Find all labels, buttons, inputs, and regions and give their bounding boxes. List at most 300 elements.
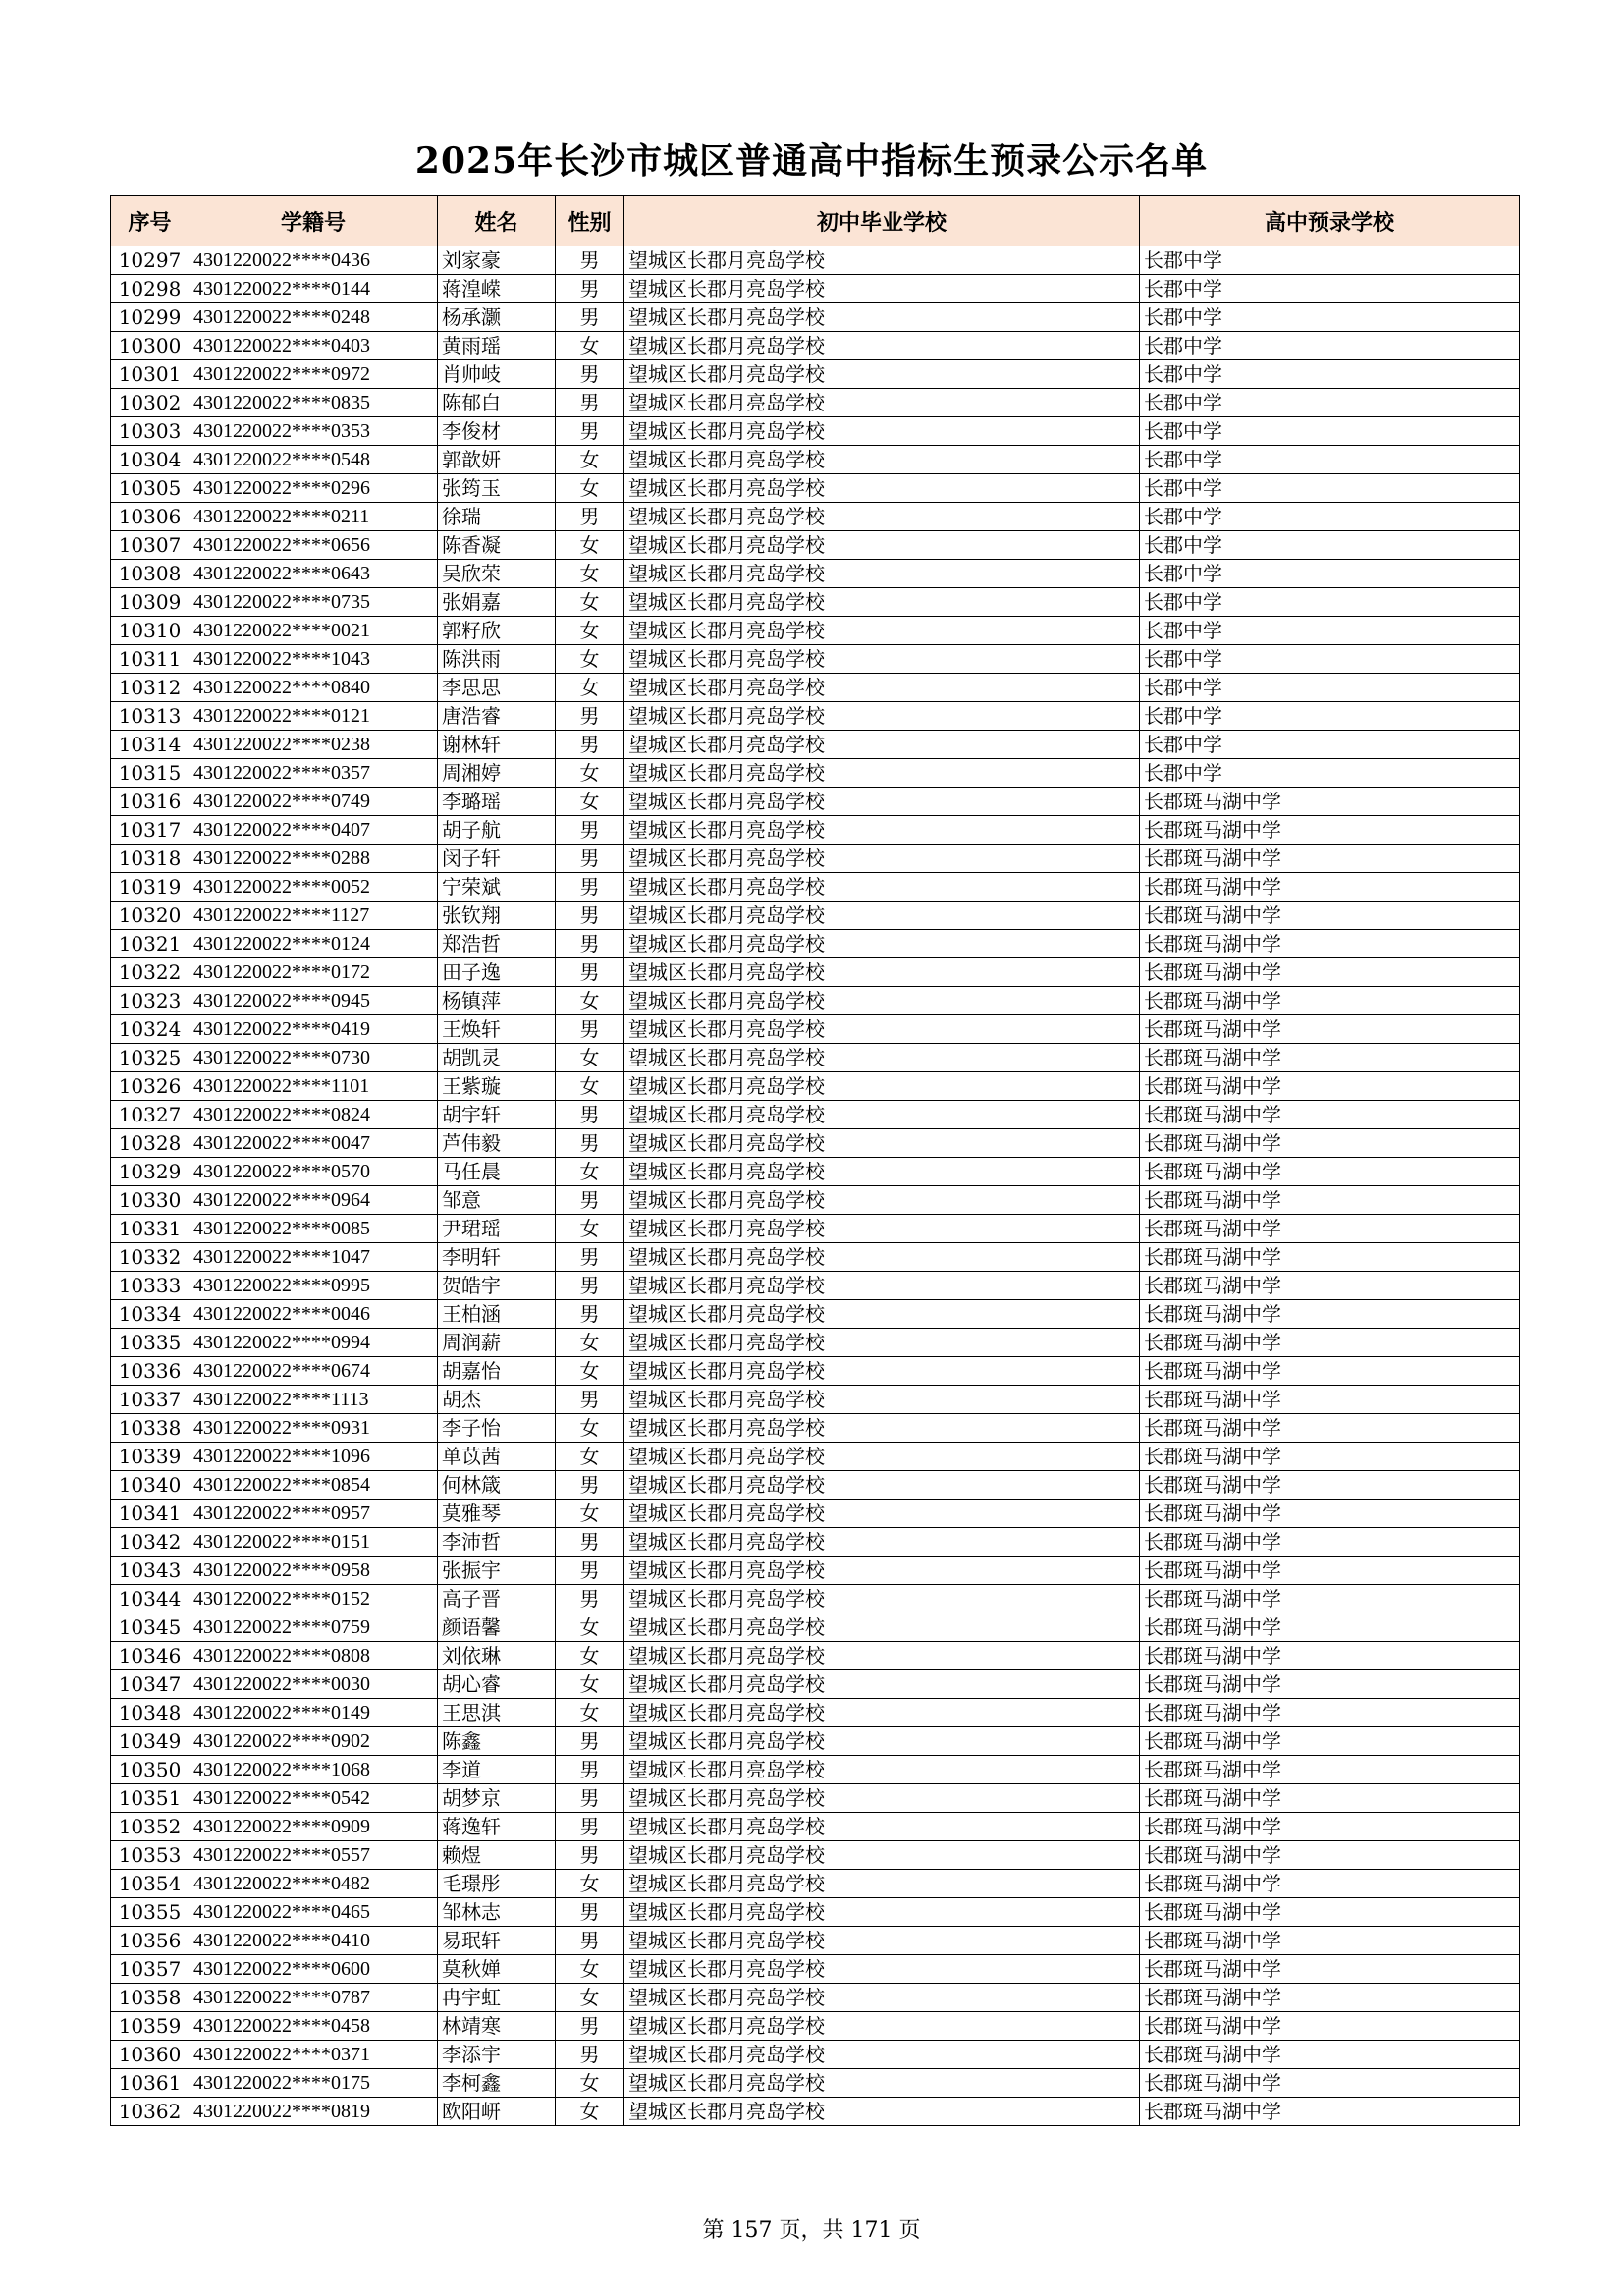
cell-high-school: 长郡中学 xyxy=(1140,275,1520,303)
cell-name: 毛璟彤 xyxy=(438,1870,556,1898)
cell-seq: 10308 xyxy=(111,560,189,588)
cell-gender: 女 xyxy=(556,1357,624,1386)
cell-name: 颜语馨 xyxy=(438,1613,556,1642)
table-row xyxy=(111,702,1520,731)
cell-middle-school: 望城区长郡月亮岛学校 xyxy=(624,987,1140,1015)
cell-high-school: 长郡中学 xyxy=(1140,617,1520,645)
cell-middle-school: 望城区长郡月亮岛学校 xyxy=(624,873,1140,902)
cell-name: 高子晋 xyxy=(438,1585,556,1613)
table-row xyxy=(111,930,1520,958)
cell-high-school: 长郡中学 xyxy=(1140,503,1520,531)
cell-student-id: 4301220022****0972 xyxy=(189,360,438,389)
cell-name: 田子逸 xyxy=(438,958,556,987)
cell-student-id: 4301220022****0052 xyxy=(189,873,438,902)
cell-gender: 女 xyxy=(556,588,624,617)
cell-seq: 10315 xyxy=(111,759,189,788)
cell-seq: 10350 xyxy=(111,1756,189,1784)
cell-student-id: 4301220022****0909 xyxy=(189,1813,438,1841)
cell-middle-school: 望城区长郡月亮岛学校 xyxy=(624,902,1140,930)
cell-high-school: 长郡斑马湖中学 xyxy=(1140,1955,1520,1984)
cell-middle-school: 望城区长郡月亮岛学校 xyxy=(624,816,1140,845)
cell-student-id: 4301220022****0958 xyxy=(189,1557,438,1585)
cell-student-id: 4301220022****0288 xyxy=(189,845,438,873)
cell-student-id: 4301220022****0674 xyxy=(189,1357,438,1386)
cell-name: 王思淇 xyxy=(438,1699,556,1727)
table-row xyxy=(111,617,1520,645)
cell-name: 肖帅岐 xyxy=(438,360,556,389)
cell-middle-school: 望城区长郡月亮岛学校 xyxy=(624,503,1140,531)
table-row xyxy=(111,560,1520,588)
cell-high-school: 长郡中学 xyxy=(1140,645,1520,674)
cell-name: 李柯鑫 xyxy=(438,2069,556,2098)
table-row xyxy=(111,902,1520,930)
cell-student-id: 4301220022****0840 xyxy=(189,674,438,702)
table-row xyxy=(111,1443,1520,1471)
cell-gender: 男 xyxy=(556,1898,624,1927)
cell-name: 郑浩哲 xyxy=(438,930,556,958)
cell-gender: 男 xyxy=(556,1101,624,1129)
cell-student-id: 4301220022****0124 xyxy=(189,930,438,958)
table-row xyxy=(111,1784,1520,1813)
cell-student-id: 4301220022****1113 xyxy=(189,1386,438,1414)
table-row xyxy=(111,1528,1520,1557)
cell-student-id: 4301220022****0759 xyxy=(189,1613,438,1642)
cell-gender: 男 xyxy=(556,303,624,332)
cell-student-id: 4301220022****0296 xyxy=(189,474,438,503)
cell-gender: 女 xyxy=(556,1670,624,1699)
cell-name: 欧阳岍 xyxy=(438,2098,556,2126)
cell-seq: 10307 xyxy=(111,531,189,560)
cell-gender: 男 xyxy=(556,1243,624,1272)
cell-seq: 10324 xyxy=(111,1015,189,1044)
cell-high-school: 长郡中学 xyxy=(1140,588,1520,617)
table-header-row xyxy=(111,196,1520,246)
cell-high-school: 长郡斑马湖中学 xyxy=(1140,2069,1520,2098)
cell-name: 胡杰 xyxy=(438,1386,556,1414)
cell-gender: 男 xyxy=(556,1272,624,1300)
cell-seq: 10317 xyxy=(111,816,189,845)
cell-seq: 10329 xyxy=(111,1158,189,1186)
cell-gender: 男 xyxy=(556,1841,624,1870)
cell-gender: 男 xyxy=(556,930,624,958)
cell-middle-school: 望城区长郡月亮岛学校 xyxy=(624,1186,1140,1215)
table-row xyxy=(111,1471,1520,1500)
cell-seq: 10322 xyxy=(111,958,189,987)
cell-seq: 10328 xyxy=(111,1129,189,1158)
cell-student-id: 4301220022****0046 xyxy=(189,1300,438,1329)
cell-middle-school: 望城区长郡月亮岛学校 xyxy=(624,674,1140,702)
cell-gender: 女 xyxy=(556,1414,624,1443)
cell-gender: 男 xyxy=(556,1186,624,1215)
cell-gender: 女 xyxy=(556,531,624,560)
cell-name: 尹珺瑶 xyxy=(438,1215,556,1243)
cell-seq: 10326 xyxy=(111,1072,189,1101)
table-row xyxy=(111,1300,1520,1329)
cell-middle-school: 望城区长郡月亮岛学校 xyxy=(624,1386,1140,1414)
admission-table xyxy=(110,195,1520,2126)
cell-high-school: 长郡中学 xyxy=(1140,560,1520,588)
cell-middle-school: 望城区长郡月亮岛学校 xyxy=(624,531,1140,560)
cell-seq: 10348 xyxy=(111,1699,189,1727)
cell-student-id: 4301220022****0030 xyxy=(189,1670,438,1699)
cell-name: 张钦翔 xyxy=(438,902,556,930)
table-row xyxy=(111,1386,1520,1414)
cell-high-school: 长郡斑马湖中学 xyxy=(1140,1414,1520,1443)
cell-middle-school: 望城区长郡月亮岛学校 xyxy=(624,2041,1140,2069)
cell-high-school: 长郡斑马湖中学 xyxy=(1140,1784,1520,1813)
table-row xyxy=(111,1101,1520,1129)
cell-seq: 10343 xyxy=(111,1557,189,1585)
cell-middle-school: 望城区长郡月亮岛学校 xyxy=(624,1414,1140,1443)
cell-high-school: 长郡中学 xyxy=(1140,759,1520,788)
cell-student-id: 4301220022****0403 xyxy=(189,332,438,360)
table-row xyxy=(111,731,1520,759)
table-row xyxy=(111,1243,1520,1272)
cell-middle-school: 望城区长郡月亮岛学校 xyxy=(624,360,1140,389)
cell-gender: 女 xyxy=(556,446,624,474)
cell-middle-school: 望城区长郡月亮岛学校 xyxy=(624,1443,1140,1471)
cell-high-school: 长郡中学 xyxy=(1140,446,1520,474)
cell-student-id: 4301220022****0557 xyxy=(189,1841,438,1870)
cell-student-id: 4301220022****0175 xyxy=(189,2069,438,2098)
cell-student-id: 4301220022****0902 xyxy=(189,1727,438,1756)
cell-middle-school: 望城区长郡月亮岛学校 xyxy=(624,303,1140,332)
cell-high-school: 长郡斑马湖中学 xyxy=(1140,1870,1520,1898)
cell-high-school: 长郡斑马湖中学 xyxy=(1140,1101,1520,1129)
cell-high-school: 长郡斑马湖中学 xyxy=(1140,1243,1520,1272)
cell-student-id: 4301220022****0957 xyxy=(189,1500,438,1528)
cell-name: 马任晨 xyxy=(438,1158,556,1186)
cell-student-id: 4301220022****0854 xyxy=(189,1471,438,1500)
cell-student-id: 4301220022****0021 xyxy=(189,617,438,645)
cell-gender: 女 xyxy=(556,1613,624,1642)
cell-seq: 10361 xyxy=(111,2069,189,2098)
cell-high-school: 长郡中学 xyxy=(1140,417,1520,446)
cell-name: 陈洪雨 xyxy=(438,645,556,674)
cell-high-school: 长郡斑马湖中学 xyxy=(1140,1613,1520,1642)
table-row xyxy=(111,1329,1520,1357)
cell-middle-school: 望城区长郡月亮岛学校 xyxy=(624,2098,1140,2126)
cell-middle-school: 望城区长郡月亮岛学校 xyxy=(624,1613,1140,1642)
cell-high-school: 长郡斑马湖中学 xyxy=(1140,788,1520,816)
table-body xyxy=(111,246,1520,2126)
cell-middle-school: 望城区长郡月亮岛学校 xyxy=(624,417,1140,446)
cell-student-id: 4301220022****0357 xyxy=(189,759,438,788)
table-row xyxy=(111,1927,1520,1955)
cell-seq: 10306 xyxy=(111,503,189,531)
cell-middle-school: 望城区长郡月亮岛学校 xyxy=(624,1015,1140,1044)
cell-name: 何林箴 xyxy=(438,1471,556,1500)
cell-gender: 男 xyxy=(556,1471,624,1500)
table-row xyxy=(111,1585,1520,1613)
cell-gender: 男 xyxy=(556,1585,624,1613)
cell-middle-school: 望城区长郡月亮岛学校 xyxy=(624,759,1140,788)
cell-seq: 10314 xyxy=(111,731,189,759)
cell-seq: 10356 xyxy=(111,1927,189,1955)
cell-gender: 男 xyxy=(556,417,624,446)
cell-high-school: 长郡斑马湖中学 xyxy=(1140,1129,1520,1158)
table-row xyxy=(111,1813,1520,1841)
table-row xyxy=(111,503,1520,531)
cell-gender: 女 xyxy=(556,674,624,702)
cell-high-school: 长郡斑马湖中学 xyxy=(1140,816,1520,845)
cell-high-school: 长郡中学 xyxy=(1140,332,1520,360)
col-header-seq: 序号 xyxy=(111,196,189,246)
cell-seq: 10309 xyxy=(111,588,189,617)
cell-high-school: 长郡中学 xyxy=(1140,531,1520,560)
table-row xyxy=(111,360,1520,389)
cell-seq: 10325 xyxy=(111,1044,189,1072)
cell-high-school: 长郡斑马湖中学 xyxy=(1140,1984,1520,2012)
cell-name: 林靖寒 xyxy=(438,2012,556,2041)
table-row xyxy=(111,788,1520,816)
table-row xyxy=(111,1557,1520,1585)
cell-middle-school: 望城区长郡月亮岛学校 xyxy=(624,1158,1140,1186)
cell-name: 李俊材 xyxy=(438,417,556,446)
cell-high-school: 长郡斑马湖中学 xyxy=(1140,1642,1520,1670)
cell-name: 贺皓宇 xyxy=(438,1272,556,1300)
cell-high-school: 长郡中学 xyxy=(1140,389,1520,417)
table-row xyxy=(111,1500,1520,1528)
cell-name: 胡凯灵 xyxy=(438,1044,556,1072)
cell-gender: 女 xyxy=(556,1984,624,2012)
table-row xyxy=(111,958,1520,987)
cell-seq: 10332 xyxy=(111,1243,189,1272)
cell-middle-school: 望城区长郡月亮岛学校 xyxy=(624,1329,1140,1357)
cell-student-id: 4301220022****0964 xyxy=(189,1186,438,1215)
cell-gender: 男 xyxy=(556,1386,624,1414)
cell-name: 莫秋婵 xyxy=(438,1955,556,1984)
cell-middle-school: 望城区长郡月亮岛学校 xyxy=(624,1528,1140,1557)
cell-name: 李思思 xyxy=(438,674,556,702)
cell-student-id: 4301220022****0994 xyxy=(189,1329,438,1357)
cell-middle-school: 望城区长郡月亮岛学校 xyxy=(624,958,1140,987)
table-row xyxy=(111,1870,1520,1898)
cell-name: 李道 xyxy=(438,1756,556,1784)
cell-gender: 女 xyxy=(556,2069,624,2098)
cell-seq: 10319 xyxy=(111,873,189,902)
cell-seq: 10304 xyxy=(111,446,189,474)
cell-student-id: 4301220022****0121 xyxy=(189,702,438,731)
cell-high-school: 长郡斑马湖中学 xyxy=(1140,1841,1520,1870)
cell-high-school: 长郡斑马湖中学 xyxy=(1140,1186,1520,1215)
cell-name: 张振宇 xyxy=(438,1557,556,1585)
cell-name: 胡子航 xyxy=(438,816,556,845)
cell-student-id: 4301220022****0835 xyxy=(189,389,438,417)
cell-gender: 男 xyxy=(556,1015,624,1044)
cell-high-school: 长郡斑马湖中学 xyxy=(1140,1015,1520,1044)
cell-gender: 女 xyxy=(556,788,624,816)
cell-gender: 女 xyxy=(556,1044,624,1072)
cell-student-id: 4301220022****0735 xyxy=(189,588,438,617)
cell-seq: 10318 xyxy=(111,845,189,873)
table-row xyxy=(111,2012,1520,2041)
cell-name: 杨承灏 xyxy=(438,303,556,332)
cell-middle-school: 望城区长郡月亮岛学校 xyxy=(624,1870,1140,1898)
col-header-student-id: 学籍号 xyxy=(189,196,438,246)
cell-seq: 10327 xyxy=(111,1101,189,1129)
cell-gender: 女 xyxy=(556,560,624,588)
cell-name: 宁荣斌 xyxy=(438,873,556,902)
cell-gender: 男 xyxy=(556,1784,624,1813)
cell-middle-school: 望城区长郡月亮岛学校 xyxy=(624,332,1140,360)
cell-student-id: 4301220022****0085 xyxy=(189,1215,438,1243)
cell-student-id: 4301220022****0656 xyxy=(189,531,438,560)
cell-name: 唐浩睿 xyxy=(438,702,556,731)
cell-gender: 男 xyxy=(556,246,624,275)
table-row xyxy=(111,1272,1520,1300)
cell-middle-school: 望城区长郡月亮岛学校 xyxy=(624,560,1140,588)
cell-seq: 10323 xyxy=(111,987,189,1015)
cell-name: 谢林轩 xyxy=(438,731,556,759)
cell-middle-school: 望城区长郡月亮岛学校 xyxy=(624,1129,1140,1158)
cell-student-id: 4301220022****0465 xyxy=(189,1898,438,1927)
cell-gender: 男 xyxy=(556,702,624,731)
cell-middle-school: 望城区长郡月亮岛学校 xyxy=(624,1727,1140,1756)
cell-gender: 女 xyxy=(556,1955,624,1984)
cell-student-id: 4301220022****0248 xyxy=(189,303,438,332)
cell-high-school: 长郡斑马湖中学 xyxy=(1140,1158,1520,1186)
cell-seq: 10351 xyxy=(111,1784,189,1813)
cell-seq: 10362 xyxy=(111,2098,189,2126)
table-row xyxy=(111,645,1520,674)
cell-name: 王紫璇 xyxy=(438,1072,556,1101)
cell-high-school: 长郡斑马湖中学 xyxy=(1140,1898,1520,1927)
table-row xyxy=(111,2041,1520,2069)
table-row xyxy=(111,531,1520,560)
cell-high-school: 长郡斑马湖中学 xyxy=(1140,2041,1520,2069)
table-row xyxy=(111,1756,1520,1784)
cell-gender: 男 xyxy=(556,1727,624,1756)
cell-high-school: 长郡斑马湖中学 xyxy=(1140,1471,1520,1500)
cell-high-school: 长郡斑马湖中学 xyxy=(1140,987,1520,1015)
cell-gender: 男 xyxy=(556,845,624,873)
cell-student-id: 4301220022****0458 xyxy=(189,2012,438,2041)
cell-student-id: 4301220022****0824 xyxy=(189,1101,438,1129)
cell-seq: 10313 xyxy=(111,702,189,731)
cell-gender: 男 xyxy=(556,275,624,303)
table-row xyxy=(111,845,1520,873)
cell-high-school: 长郡中学 xyxy=(1140,474,1520,503)
cell-gender: 女 xyxy=(556,1500,624,1528)
cell-gender: 男 xyxy=(556,873,624,902)
cell-gender: 男 xyxy=(556,902,624,930)
col-header-middle-school: 初中毕业学校 xyxy=(624,196,1140,246)
cell-high-school: 长郡中学 xyxy=(1140,303,1520,332)
cell-student-id: 4301220022****0570 xyxy=(189,1158,438,1186)
cell-gender: 女 xyxy=(556,987,624,1015)
cell-student-id: 4301220022****1096 xyxy=(189,1443,438,1471)
cell-middle-school: 望城区长郡月亮岛学校 xyxy=(624,1898,1140,1927)
cell-seq: 10358 xyxy=(111,1984,189,2012)
table-row xyxy=(111,474,1520,503)
cell-high-school: 长郡斑马湖中学 xyxy=(1140,1215,1520,1243)
cell-student-id: 4301220022****0144 xyxy=(189,275,438,303)
cell-gender: 男 xyxy=(556,1557,624,1585)
cell-seq: 10337 xyxy=(111,1386,189,1414)
col-header-gender: 性别 xyxy=(556,196,624,246)
cell-seq: 10355 xyxy=(111,1898,189,1927)
cell-name: 闵子轩 xyxy=(438,845,556,873)
table-row xyxy=(111,1072,1520,1101)
cell-middle-school: 望城区长郡月亮岛学校 xyxy=(624,1557,1140,1585)
table-row xyxy=(111,1955,1520,1984)
cell-gender: 女 xyxy=(556,2098,624,2126)
cell-middle-school: 望城区长郡月亮岛学校 xyxy=(624,1357,1140,1386)
table-row xyxy=(111,332,1520,360)
cell-student-id: 4301220022****1043 xyxy=(189,645,438,674)
cell-seq: 10321 xyxy=(111,930,189,958)
cell-middle-school: 望城区长郡月亮岛学校 xyxy=(624,930,1140,958)
cell-name: 胡宇轩 xyxy=(438,1101,556,1129)
cell-middle-school: 望城区长郡月亮岛学校 xyxy=(624,1699,1140,1727)
cell-name: 周润薪 xyxy=(438,1329,556,1357)
cell-gender: 女 xyxy=(556,474,624,503)
cell-student-id: 4301220022****0436 xyxy=(189,246,438,275)
cell-seq: 10311 xyxy=(111,645,189,674)
table-row xyxy=(111,246,1520,275)
cell-student-id: 4301220022****0600 xyxy=(189,1955,438,1984)
cell-name: 李沛哲 xyxy=(438,1528,556,1557)
cell-gender: 女 xyxy=(556,1642,624,1670)
cell-student-id: 4301220022****0152 xyxy=(189,1585,438,1613)
table-row xyxy=(111,873,1520,902)
cell-middle-school: 望城区长郡月亮岛学校 xyxy=(624,446,1140,474)
cell-name: 胡梦京 xyxy=(438,1784,556,1813)
table-row xyxy=(111,816,1520,845)
cell-gender: 男 xyxy=(556,389,624,417)
table-row xyxy=(111,1129,1520,1158)
cell-middle-school: 望城区长郡月亮岛学校 xyxy=(624,1841,1140,1870)
cell-seq: 10340 xyxy=(111,1471,189,1500)
cell-middle-school: 望城区长郡月亮岛学校 xyxy=(624,731,1140,759)
cell-name: 张筠玉 xyxy=(438,474,556,503)
cell-seq: 10339 xyxy=(111,1443,189,1471)
cell-gender: 女 xyxy=(556,1699,624,1727)
cell-seq: 10333 xyxy=(111,1272,189,1300)
cell-high-school: 长郡斑马湖中学 xyxy=(1140,1044,1520,1072)
cell-student-id: 4301220022****1047 xyxy=(189,1243,438,1272)
cell-middle-school: 望城区长郡月亮岛学校 xyxy=(624,246,1140,275)
cell-gender: 女 xyxy=(556,1158,624,1186)
cell-student-id: 4301220022****1068 xyxy=(189,1756,438,1784)
cell-name: 郭歆妍 xyxy=(438,446,556,474)
table-row xyxy=(111,1186,1520,1215)
cell-gender: 女 xyxy=(556,1870,624,1898)
cell-high-school: 长郡斑马湖中学 xyxy=(1140,930,1520,958)
cell-high-school: 长郡中学 xyxy=(1140,360,1520,389)
cell-gender: 男 xyxy=(556,1528,624,1557)
cell-student-id: 4301220022****1101 xyxy=(189,1072,438,1101)
cell-high-school: 长郡斑马湖中学 xyxy=(1140,2098,1520,2126)
cell-high-school: 长郡斑马湖中学 xyxy=(1140,1329,1520,1357)
cell-seq: 10359 xyxy=(111,2012,189,2041)
cell-name: 陈鑫 xyxy=(438,1727,556,1756)
cell-middle-school: 望城区长郡月亮岛学校 xyxy=(624,845,1140,873)
cell-middle-school: 望城区长郡月亮岛学校 xyxy=(624,1927,1140,1955)
cell-gender: 男 xyxy=(556,731,624,759)
cell-high-school: 长郡斑马湖中学 xyxy=(1140,845,1520,873)
cell-high-school: 长郡中学 xyxy=(1140,702,1520,731)
cell-name: 胡心睿 xyxy=(438,1670,556,1699)
table-row xyxy=(111,1414,1520,1443)
cell-name: 王柏涵 xyxy=(438,1300,556,1329)
cell-gender: 男 xyxy=(556,1813,624,1841)
cell-student-id: 4301220022****0149 xyxy=(189,1699,438,1727)
cell-student-id: 4301220022****0995 xyxy=(189,1272,438,1300)
cell-middle-school: 望城区长郡月亮岛学校 xyxy=(624,2069,1140,2098)
cell-high-school: 长郡斑马湖中学 xyxy=(1140,873,1520,902)
